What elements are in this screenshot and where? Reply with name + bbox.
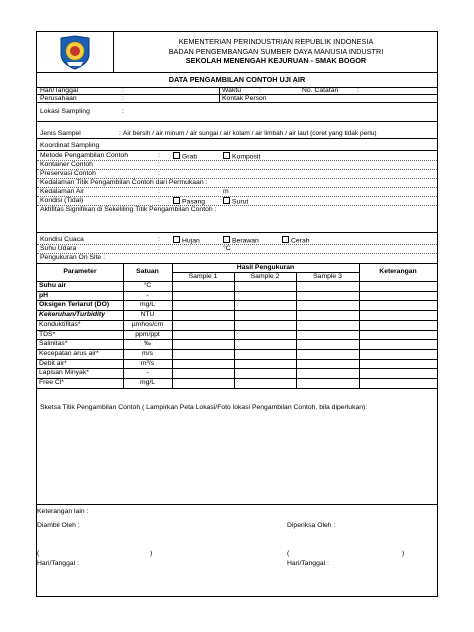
colon: : <box>158 161 160 168</box>
keterangan-lain-label: Keterangan lain : <box>37 508 89 515</box>
keterangan-header: Keterangan <box>379 268 417 275</box>
satuan-cell: NTU <box>140 311 155 319</box>
waktu-label: Waktu <box>222 87 242 94</box>
colon: : <box>158 236 160 243</box>
parameter-cell: Suhu air <box>39 282 67 289</box>
satuan-cell: ‰ <box>144 340 151 348</box>
colon: : <box>357 87 359 94</box>
table-row-line <box>37 320 437 321</box>
hasil-header: Hasil Pengukuran <box>236 264 295 271</box>
satuan-cell: m/s <box>142 349 153 357</box>
colon: : <box>158 152 160 159</box>
satuan-cell: - <box>146 291 149 299</box>
preservasi-label: Preservasi Contoh <box>40 170 96 177</box>
jenis-sampel-label: Jenis Sampel <box>40 130 81 137</box>
hari-tanggal-right-label: Hari/Tanggal : <box>287 560 329 567</box>
pengukuran-label: Pengukuran On Site : <box>40 254 105 261</box>
satuan-cell: mg/L <box>139 379 156 386</box>
suhu-udara-label: Suhu Udara <box>40 245 77 252</box>
colon: : <box>158 170 160 177</box>
form-frame <box>36 31 438 597</box>
table-row-line <box>37 339 437 340</box>
colon: : <box>122 108 124 115</box>
colon: : <box>158 197 160 204</box>
berawan-label: Berawan <box>232 237 259 245</box>
aktifitas-label: Aktifitas Signifikan di Sekeliling Titik Pengambilan Contoh : <box>40 206 217 213</box>
parameter-cell: Kecepatan arus air* <box>39 349 99 357</box>
sample1-header: Sample 1 <box>188 273 218 280</box>
table-row-line <box>37 378 437 379</box>
perusahaan-label: Perusahaan <box>40 95 77 102</box>
kedalaman-air-label: Kedalaman Air <box>40 188 85 195</box>
satuan-cell: mg/L <box>139 301 156 309</box>
surut-label: Surut <box>232 198 249 206</box>
ministry-name: KEMENTERIAN PERINDUSTRIAN REPUBLIK INDONESIA <box>178 37 374 46</box>
kontak-label: Kontak Person <box>222 95 267 102</box>
grab-checkbox[interactable] <box>173 152 180 159</box>
school-name: SEKOLAH MENENGAH KEJURUAN - SMAK BOGOR <box>185 56 367 65</box>
parameter-cell: Oksigen Terlarut (DO) <box>39 301 110 309</box>
diperiksa-label: Diperiksa Oleh : <box>287 522 336 529</box>
parameter-cell: Lapisan Minyak* <box>39 369 89 377</box>
colon: : <box>158 245 160 252</box>
table-row-line <box>37 388 437 389</box>
signature-paren-open: ( <box>37 550 40 557</box>
berawan-checkbox[interactable] <box>223 236 230 243</box>
parameter-header: Parameter <box>63 268 97 275</box>
colon: : <box>158 188 160 195</box>
signature-paren-close: ) <box>150 550 153 557</box>
parameter-cell: Salinitas* <box>39 340 68 348</box>
table-row-line <box>37 359 437 360</box>
form-title: DATA PENGAMBILAN CONTOH UJI AIR <box>168 75 306 84</box>
sketsa-label: Sketsa Titik Pengambilan Contoh ( Lampirkan Peta Lokasi/Foto lokasi Pengambilan Contoh, bila diperlukan): <box>40 404 368 411</box>
form-header <box>37 32 437 73</box>
hari-tanggal-left-label: Hari/Tanggal : <box>37 560 79 567</box>
hujan-checkbox[interactable] <box>173 236 180 243</box>
metode-label: Metode Pengambilan Contoh <box>40 152 129 159</box>
jenis-sampel-options: Air bersih / air minum / air sungai / air kolam / air limbah / air laut (coret yang tidak perlu) <box>123 130 377 137</box>
parameter-cell: Debit air* <box>39 359 67 367</box>
kondisi-tidal-label: Kondisi (Tidal) <box>40 197 84 204</box>
lokasi-label: Lokasi Sampling <box>40 108 90 115</box>
meter-unit: m <box>223 188 229 195</box>
signature-paren-open: ( <box>287 550 290 557</box>
parameter-cell: TDS* <box>39 330 56 338</box>
kondisi-cuaca-label: Kondisi Cuaca <box>40 236 84 243</box>
colon: : <box>122 87 124 94</box>
parameter-cell: Kekeruhan/Turbidity <box>39 311 105 319</box>
hujan-label: Hujan <box>182 237 200 245</box>
agency-name: BADAN PENGEMBANGAN SUMBER DAYA MANUSIA INDUSTRI <box>168 46 384 56</box>
school-logo-icon <box>37 32 114 72</box>
cerah-checkbox[interactable] <box>282 236 289 243</box>
signature-paren-close: ) <box>402 550 405 557</box>
komposit-checkbox[interactable] <box>223 152 230 159</box>
hari-tanggal-label: Hari/Tanggal <box>40 87 79 94</box>
diambil-label: Diambil Oleh : <box>37 522 80 529</box>
colon: : <box>122 95 124 102</box>
satuan-cell: °C <box>143 282 152 289</box>
satuan-header: Satuan <box>136 268 159 275</box>
logo-cell <box>37 32 114 72</box>
parameter-cell: pH <box>39 291 49 299</box>
colon: : <box>259 87 261 94</box>
pasang-checkbox[interactable] <box>173 197 180 204</box>
table-row-line <box>37 330 437 331</box>
kontainer-label: Kontainer Contoh <box>40 161 93 168</box>
cerah-label: Cerah <box>291 237 310 245</box>
grab-label: Grab <box>182 153 198 161</box>
sample2-header: Sample 2 <box>250 273 280 280</box>
parameter-cell: Konduktifitas* <box>39 320 81 328</box>
satuan-cell: ppm/ppt <box>135 330 160 338</box>
koordinat-label: Koordinat Sampling <box>40 142 100 149</box>
satuan-cell: - <box>146 369 149 377</box>
kedalaman-titik-label: Kedalaman Titik Pengambilan Contoh dari Permukaan : <box>40 179 208 186</box>
satuan-cell: µmhos/cm <box>131 320 164 328</box>
surut-checkbox[interactable] <box>223 197 230 204</box>
komposit-label: Komposit <box>232 153 261 161</box>
header-text <box>115 37 437 66</box>
colon: : <box>119 130 121 137</box>
satuan-cell: m³/s <box>140 359 155 367</box>
sample3-header: Sample 3 <box>313 273 342 280</box>
table-row-line <box>37 368 437 369</box>
no-catatan-label: No. Catatan <box>302 87 339 94</box>
parameter-cell: Free Cl* <box>39 379 64 386</box>
table-row-line <box>37 291 437 292</box>
pasang-label: Pasang <box>182 198 206 206</box>
celsius-unit: °C <box>223 245 231 252</box>
